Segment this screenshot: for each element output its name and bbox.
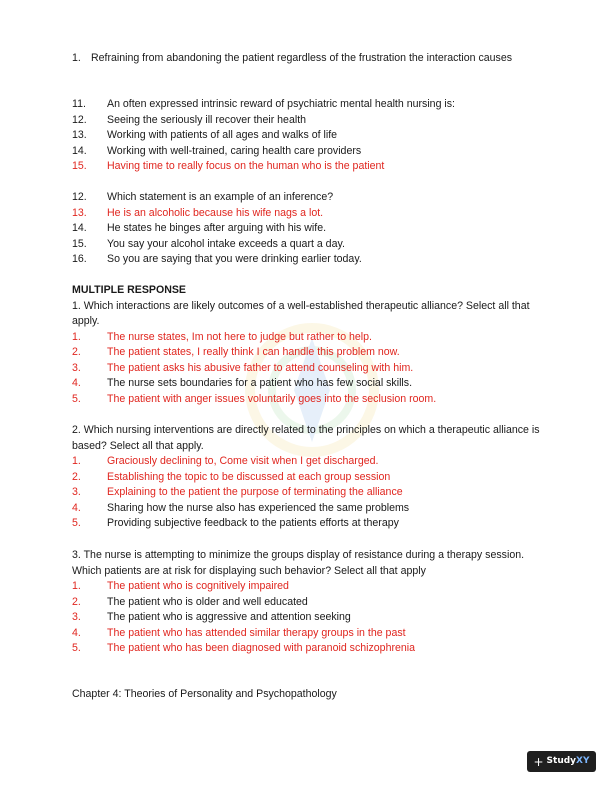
option-number: 5. — [72, 392, 81, 405]
option-text: The patient asks his abusive father to attend counseling with him. — [107, 361, 414, 374]
item-number: 15. — [72, 160, 87, 172]
question-block-a — [72, 97, 542, 175]
item-number: 14. — [72, 144, 87, 157]
question-3-stem: 3. The nurse is attempting to minimize the groups display of resistance during a therapy session. — [72, 549, 525, 561]
option-text: Sharing how the nurse also has experienced the same problems — [107, 501, 410, 514]
option-number: 1. — [72, 330, 81, 343]
item-number: 13. — [72, 206, 87, 219]
option — [72, 595, 542, 611]
option-number: 4. — [72, 501, 81, 514]
item-number: 15. — [72, 237, 87, 250]
question-block-b — [72, 190, 542, 268]
badge-xy-text: XY — [576, 755, 590, 766]
option-number: 1. — [72, 580, 81, 592]
item-text: He is an alcoholic because his wife nags a lot. — [107, 206, 324, 219]
option-number: 4. — [72, 377, 81, 389]
option-text: Establishing the topic to be discussed at each group session — [107, 470, 391, 483]
item-number: 13. — [72, 129, 87, 141]
item-number: 14. — [72, 222, 87, 234]
option-text: Providing subjective feedback to the patients efforts at therapy — [107, 517, 399, 529]
option-text: The patient who has been diagnosed with paranoid schizophrenia — [107, 642, 416, 654]
item-text: He states he binges after arguing with his wife. — [107, 222, 327, 234]
list-item-answer — [72, 206, 542, 222]
studyxy-badge[interactable] — [527, 751, 596, 772]
option-answer — [72, 641, 542, 657]
question-1-stem: 1. Which interactions are likely outcomes of a well-established therapeutic alliance? Select all that apply. — [72, 299, 530, 327]
option-number: 2. — [72, 470, 81, 483]
section-heading: MULTIPLE RESPONSE — [72, 284, 186, 296]
item-text: You say your alcohol intake exceeds a quart a day. — [107, 237, 345, 250]
item-text: Having time to really focus on the human who is the patient — [107, 160, 385, 172]
option-text: Graciously declining to, Come visit when I get discharged. — [107, 455, 379, 467]
list-item — [72, 237, 542, 253]
option-text: The patient who is older and well educated — [107, 595, 308, 608]
option-text: The patient states, I really think I can handle this problem now. — [107, 346, 400, 358]
item-text: Which statement is an example of an inference? — [107, 191, 334, 203]
list-item — [72, 221, 542, 237]
item-number: 12. — [72, 191, 87, 203]
option-text: The nurse states, Im not here to judge but rather to help. — [107, 330, 372, 343]
chapter-title: Chapter 4: Theories of Personality and Psychopathology — [72, 688, 337, 700]
option-text: The patient who is aggressive and attention seeking — [107, 611, 351, 623]
list-item — [72, 190, 542, 206]
item-text: Working with patients of all ages and walks of life — [107, 129, 338, 141]
option-answer — [72, 626, 542, 642]
list-item-answer — [72, 159, 542, 175]
option-answer — [72, 454, 542, 470]
item-number: 12. — [72, 113, 87, 126]
multiple-response-section — [72, 283, 542, 407]
option-number: 3. — [72, 611, 81, 623]
item-1 — [72, 51, 512, 67]
option — [72, 376, 542, 392]
list-item — [72, 128, 542, 144]
option-answer — [72, 392, 542, 408]
option-answer — [72, 485, 542, 501]
option-number: 1. — [72, 455, 81, 467]
option-number: 5. — [72, 642, 81, 654]
question-3-stem-2: Which patients are at risk for displaying such behavior? Select all that apply — [72, 564, 426, 577]
option-text: Explaining to the patient the purpose of terminating the alliance — [107, 486, 403, 498]
option-number: 3. — [72, 361, 81, 374]
badge-study-text: Study — [546, 755, 577, 766]
question-3 — [72, 548, 542, 657]
option-text: The nurse sets boundaries for a patient who has few social skills. — [107, 377, 413, 389]
option-text: The patient who has attended similar therapy groups in the past — [107, 626, 406, 639]
option-text: The patient who is cognitively impaired — [107, 580, 289, 592]
option-number: 4. — [72, 626, 81, 639]
list-item — [72, 144, 542, 160]
item-text: Working with well-trained, caring health care providers — [107, 144, 362, 157]
option-number: 5. — [72, 517, 81, 529]
question-2 — [72, 423, 542, 532]
list-item — [72, 113, 542, 129]
option — [72, 610, 542, 626]
item-text: Seeing the seriously ill recover their health — [107, 113, 307, 126]
list-item — [72, 97, 542, 113]
option-number: 3. — [72, 486, 81, 498]
option-answer — [72, 579, 542, 595]
plus-icon: + — [533, 754, 544, 769]
option — [72, 516, 542, 532]
option-number: 2. — [72, 346, 81, 358]
list-item — [72, 252, 542, 268]
item-number: 16. — [72, 253, 87, 265]
option-answer — [72, 470, 542, 486]
option-answer — [72, 345, 542, 361]
question-2-stem: 2. Which nursing interventions are directly related to the principles on which a therapeutic alliance is based? Select all that apply. — [72, 424, 540, 452]
option-answer — [72, 361, 542, 377]
option-text: The patient with anger issues voluntarily goes into the seclusion room. — [107, 392, 437, 405]
option — [72, 501, 542, 517]
item-1-text: Refraining from abandoning the patient regardless of the frustration the interaction causes — [90, 52, 513, 64]
item-text: So you are saying that you were drinking earlier today. — [107, 253, 362, 265]
option-answer — [72, 330, 542, 346]
option-number: 2. — [72, 595, 81, 608]
item-text: An often expressed intrinsic reward of psychiatric mental health nursing is: — [107, 98, 455, 110]
item-number: 11. — [72, 98, 86, 110]
item-1-number: 1. — [72, 52, 81, 64]
